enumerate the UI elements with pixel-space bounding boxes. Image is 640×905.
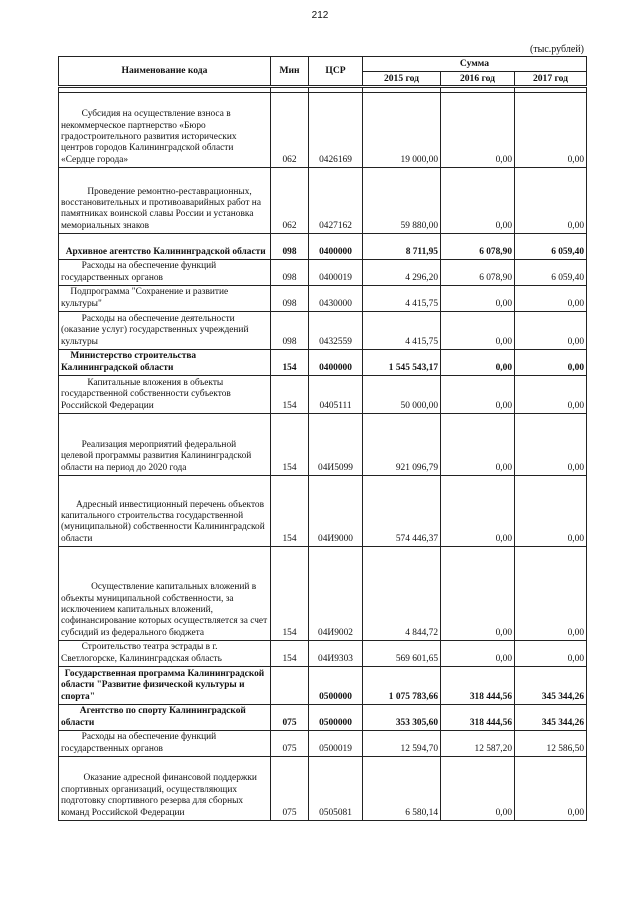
header-year-2016: 2016 год [441, 71, 515, 87]
cell-2016: 318 444,56 [441, 667, 515, 705]
cell-2017: 0,00 [515, 547, 587, 641]
table-body [59, 87, 587, 821]
header-csr: ЦСР [309, 57, 363, 87]
table-row [59, 234, 587, 260]
cell-2015: 8 711,95 [363, 234, 441, 260]
cell-2016: 0,00 [441, 476, 515, 547]
cell-2017: 0,00 [515, 757, 587, 821]
cell-min: 062 [271, 93, 309, 168]
cell-2016: 0,00 [441, 414, 515, 476]
cell-min: 075 [271, 731, 309, 757]
cell-csr: 0400000 [309, 234, 363, 260]
row-name-text: Расходы на обеспечение функций государственных органов [61, 261, 217, 283]
cell-csr: 0400019 [309, 260, 363, 286]
cell-name [59, 93, 271, 168]
row-name-text: Архивное агентство Калининградской области [65, 246, 266, 257]
cell-name [59, 350, 271, 376]
row-name-text: Подпрограмма "Сохранение и развитие культуры" [61, 287, 229, 309]
budget-table [58, 56, 587, 821]
cell-2015: 59 880,00 [363, 168, 441, 234]
cell-min: 154 [271, 350, 309, 376]
cell-name [59, 168, 271, 234]
cell-min: 154 [271, 376, 309, 414]
cell-2015: 353 305,60 [363, 705, 441, 731]
cell-2016: 6 078,90 [441, 260, 515, 286]
cell-min: 075 [271, 705, 309, 731]
table-row [59, 731, 587, 757]
cell-2017: 6 059,40 [515, 260, 587, 286]
cell-2015: 569 601,65 [363, 641, 441, 667]
cell-2016: 0,00 [441, 312, 515, 350]
cell-min: 062 [271, 168, 309, 234]
cell-csr: 0500000 [309, 667, 363, 705]
cell-2016: 0,00 [441, 286, 515, 312]
table-row [59, 414, 587, 476]
cell-name [59, 705, 271, 731]
cell-2015: 50 000,00 [363, 376, 441, 414]
table-row [59, 93, 587, 168]
cell-2017: 0,00 [515, 168, 587, 234]
cell-name [59, 260, 271, 286]
cell-2015: 921 096,79 [363, 414, 441, 476]
cell-2016: 0,00 [441, 547, 515, 641]
row-name-text: Агентство по спорту Калининградской области [61, 706, 246, 728]
table-row [59, 168, 587, 234]
cell-name [59, 547, 271, 641]
header-name: Наименование кода [59, 57, 271, 87]
cell-name [59, 286, 271, 312]
table-row [59, 476, 587, 547]
cell-csr: 0427162 [309, 168, 363, 234]
cell-2017: 0,00 [515, 312, 587, 350]
row-name-text: Субсидия на осуществление взноса в некоммерческое партнерство «Бюро градостроительного развития исторических центров городов Калининградской области «Сердце города» [61, 109, 237, 165]
cell-2017: 0,00 [515, 350, 587, 376]
cell-2015: 1 075 783,66 [363, 667, 441, 705]
page-number: 212 [311, 10, 329, 21]
cell-2017: 0,00 [515, 376, 587, 414]
table-row [59, 641, 587, 667]
cell-csr: 0426169 [309, 93, 363, 168]
table-row [59, 705, 587, 731]
cell-2017: 6 059,40 [515, 234, 587, 260]
header-year-2015: 2015 год [363, 71, 441, 87]
cell-2016: 318 444,56 [441, 705, 515, 731]
cell-2016: 6 078,90 [441, 234, 515, 260]
cell-2015: 4 415,75 [363, 286, 441, 312]
cell-2015: 6 580,14 [363, 757, 441, 821]
cell-min: 154 [271, 476, 309, 547]
cell-2017: 12 586,50 [515, 731, 587, 757]
cell-csr: 04И9002 [309, 547, 363, 641]
cell-2016: 12 587,20 [441, 731, 515, 757]
cell-2016: 0,00 [441, 757, 515, 821]
cell-2015: 574 446,37 [363, 476, 441, 547]
row-name-text: Реализация мероприятий федеральной целевой программы развития Калининградской области на период до 2020 года [61, 440, 252, 473]
table-header [59, 57, 587, 87]
cell-2017: 0,00 [515, 286, 587, 312]
cell-csr: 0432559 [309, 312, 363, 350]
cell-2016: 0,00 [441, 168, 515, 234]
table-row [59, 312, 587, 350]
cell-2015: 4 296,20 [363, 260, 441, 286]
cell-name [59, 757, 271, 821]
cell-2016: 0,00 [441, 350, 515, 376]
cell-2015: 1 545 543,17 [363, 350, 441, 376]
cell-2015: 4 415,75 [363, 312, 441, 350]
cell-min: 098 [271, 312, 309, 350]
cell-2015: 12 594,70 [363, 731, 441, 757]
row-name-text: Расходы на обеспечение деятельности (оказание услуг) государственных учреждений культуры [61, 314, 249, 347]
cell-min: 098 [271, 234, 309, 260]
header-year-2017: 2017 год [515, 71, 587, 87]
cell-csr: 04И9303 [309, 641, 363, 667]
cell-min: 154 [271, 414, 309, 476]
row-name-text: Министерство строительства Калининградской области [61, 351, 197, 373]
cell-min: 154 [271, 641, 309, 667]
cell-name [59, 641, 271, 667]
cell-min: 075 [271, 757, 309, 821]
cell-csr: 0505081 [309, 757, 363, 821]
row-name-text: Капитальные вложения в объекты государственной собственности субъектов Российской Федерации [61, 378, 231, 411]
header-min: Мин [271, 57, 309, 87]
cell-2017: 345 344,26 [515, 705, 587, 731]
cell-2016: 0,00 [441, 93, 515, 168]
row-name-text: Адресный инвестиционный перечень объектов капитального строительства государственной (муниципальной) собственности Калининградской области [61, 499, 265, 544]
cell-name [59, 414, 271, 476]
header-sum: Сумма [363, 57, 587, 72]
cell-name [59, 731, 271, 757]
row-name-text: Строительство театра эстрады в г. Светлогорске, Калининградская область [61, 642, 222, 664]
cell-csr: 04И5099 [309, 414, 363, 476]
cell-name [59, 312, 271, 350]
cell-2017: 0,00 [515, 641, 587, 667]
cell-min [271, 667, 309, 705]
row-name-text: Проведение ремонтно-реставрационных, восстановительных и противоаварийных работ на памятниках воинской славы России и установка мемориальных знаков [61, 186, 261, 231]
cell-name [59, 234, 271, 260]
cell-min: 098 [271, 286, 309, 312]
unit-note: (тыс.рублей) [529, 44, 584, 55]
table-row [59, 376, 587, 414]
table-row [59, 667, 587, 705]
table-row [59, 350, 587, 376]
table-row [59, 286, 587, 312]
row-name-text: Расходы на обеспечение функций государственных органов [61, 732, 217, 754]
cell-min: 154 [271, 547, 309, 641]
cell-csr: 0400000 [309, 350, 363, 376]
cell-name [59, 667, 271, 705]
cell-2015: 19 000,00 [363, 93, 441, 168]
cell-csr: 04И9000 [309, 476, 363, 547]
row-name-text: Осуществление капитальных вложений в объекты муниципальной собственности, за исключением капитальных вложений, софинансирование которых осуществляется за счет субсидий из федерального бюджета [61, 582, 268, 638]
cell-min: 098 [271, 260, 309, 286]
table-row [59, 757, 587, 821]
cell-csr: 0430000 [309, 286, 363, 312]
cell-2016: 0,00 [441, 376, 515, 414]
cell-2017: 0,00 [515, 476, 587, 547]
row-name-text: Государственная программа Калининградской области "Развитие физической культуры и спорта" [61, 668, 265, 702]
cell-2017: 0,00 [515, 93, 587, 168]
table-row [59, 547, 587, 641]
cell-csr: 0500000 [309, 705, 363, 731]
cell-csr: 0405111 [309, 376, 363, 414]
cell-csr: 0500019 [309, 731, 363, 757]
cell-name [59, 376, 271, 414]
cell-name [59, 476, 271, 547]
table-row [59, 260, 587, 286]
row-name-text: Оказание адресной финансовой поддержки спортивных организаций, осуществляющих подготовку спортивного резерва для сборных команд Российской Федерации [61, 773, 257, 818]
cell-2017: 345 344,26 [515, 667, 587, 705]
cell-2017: 0,00 [515, 414, 587, 476]
cell-2016: 0,00 [441, 641, 515, 667]
cell-2015: 4 844,72 [363, 547, 441, 641]
